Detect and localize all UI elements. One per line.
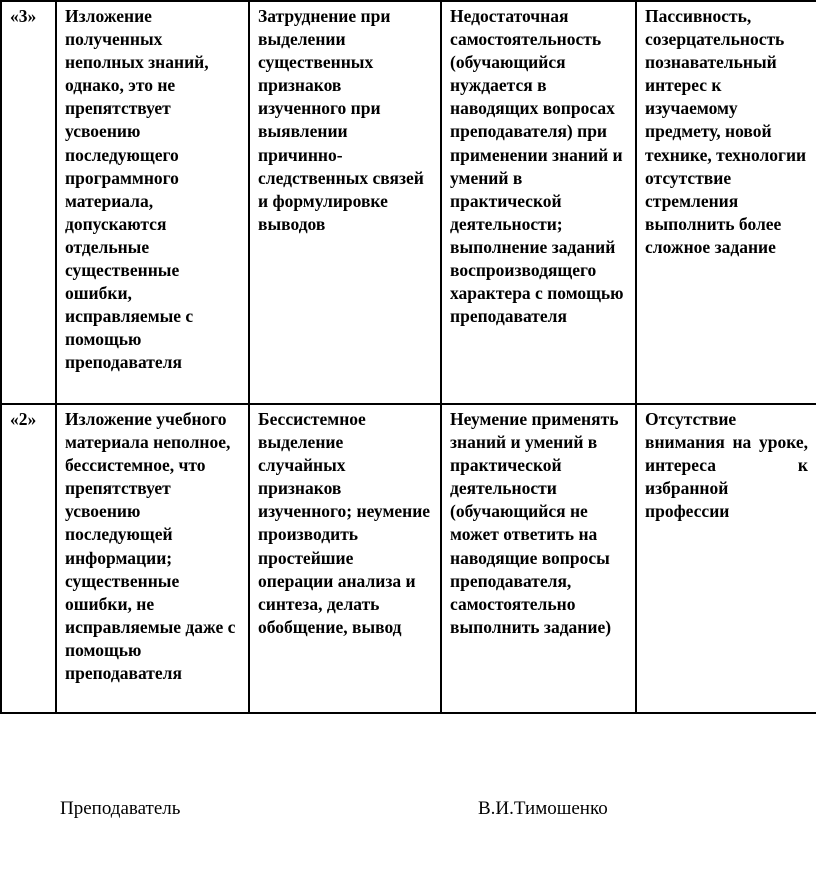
teacher-name: В.И.Тимошенко xyxy=(478,798,608,819)
criterion-interest-cell: Пассивность, созерцательность познавательный интерес к изучаемому предмету, новой технике, технологии отсутствие стремления выполнить более сложное задание xyxy=(636,1,816,404)
table-row-grade-2 xyxy=(1,404,816,713)
criterion-knowledge-cell: Изложение полученных неполных знаний, однако, это не препятствует усвоению последующего программного материала, допускаются отдельные существенные ошибки, исправляемые с помощью преподавателя xyxy=(56,1,249,404)
criterion-interest-cell: Отсутствие внимания на уроке, интереса к избранной профессии xyxy=(636,404,816,713)
grade-label: «2» xyxy=(1,404,56,713)
criterion-analysis-cell: Затруднение при выделении существенных признаков изученного при выявлении причинно-следственных связей и формулировке выводов xyxy=(249,1,441,404)
teacher-role-label: Преподаватель xyxy=(60,798,181,819)
table-row-grade-3 xyxy=(1,1,816,404)
criterion-practice-cell: Недостаточная самостоятельность (обучающийся нуждается в наводящих вопросах преподавателя) при применении знаний и умений в практической деятельности; выполнение заданий воспроизводящего характера с помощью преподавателя xyxy=(441,1,636,404)
grade-label: «3» xyxy=(1,1,56,404)
criterion-knowledge-cell: Изложение учебного материала неполное, бессистемное, что препятствует усвоению последующей информации; существенные ошибки, не исправляемые даже с помощью преподавателя xyxy=(56,404,249,713)
criterion-practice-cell: Неумение применять знаний и умений в практической деятельности (обучающийся не может ответить на наводящие вопросы преподавателя, самостоятельно выполнить задание) xyxy=(441,404,636,713)
criterion-analysis-cell: Бессистемное выделение случайных признаков изученного; неумение производить простейшие операции анализа и синтеза, делать обобщение, вывод xyxy=(249,404,441,713)
